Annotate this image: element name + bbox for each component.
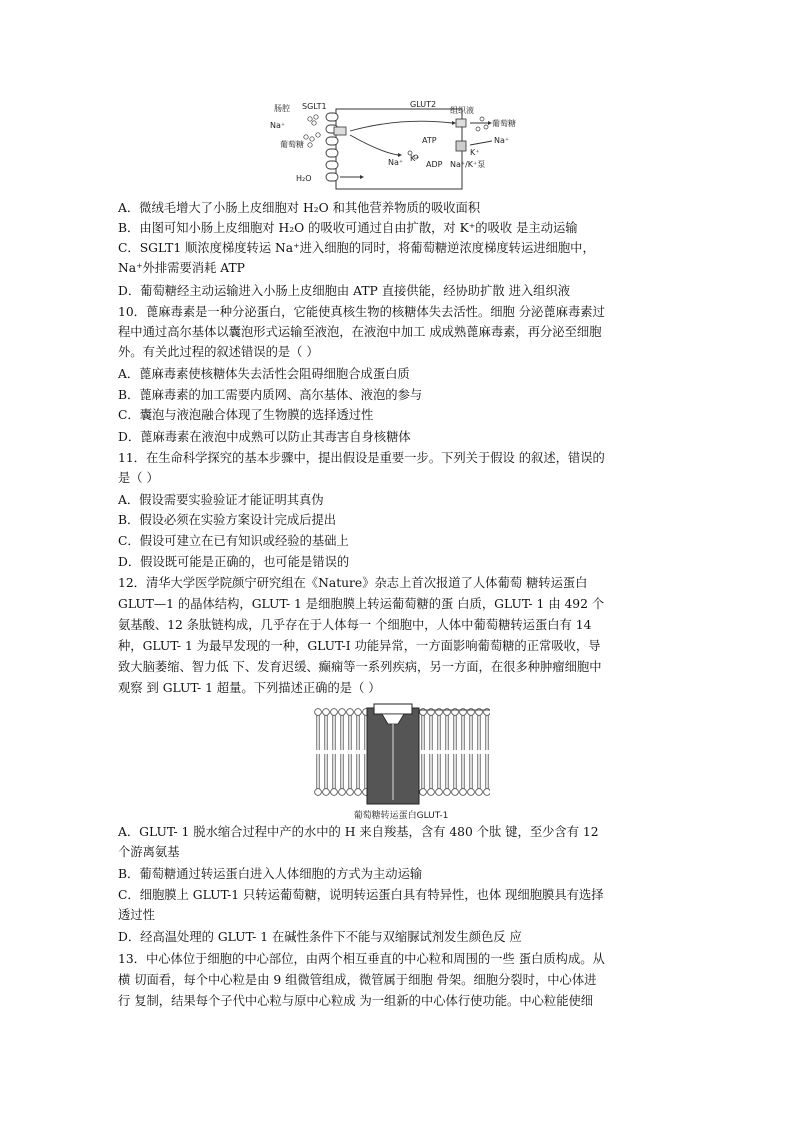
lipid-head [420, 789, 427, 796]
glut2-label: GLUT2 [410, 100, 437, 109]
lipid-head [323, 789, 330, 796]
glut1-caption: 葡萄糖转运蛋白GLUT-1 [353, 811, 449, 821]
tissue-fluid-label: 组织液 [450, 106, 474, 115]
q12-option-d: D．经高温处理的 GLUT- 1 在碱性条件下不能与双缩脲试剂发生颜色反 应 [118, 930, 522, 944]
q11-option-a: A．假设需要实验验证才能证明其真伪 [118, 493, 324, 507]
lipid-head [436, 789, 443, 796]
q10-stem-line3: 外。有关此过程的叙述错误的是（ ） [118, 345, 319, 359]
atp-label: ATP [422, 136, 437, 145]
q11-option-b: B．假设必须在实验方案设计完成后提出 [118, 513, 337, 527]
lipid-head [339, 789, 346, 796]
lipid-head [355, 789, 362, 796]
na-left-label: Na⁺ [270, 121, 286, 130]
intestinal-cell-transport-figure [270, 97, 535, 197]
q12-option-c-line1: C．细胞膜上 GLUT-1 只转运葡萄糖，说明转运蛋白具有特异性，也体 现细胞膜具有选择 [118, 888, 604, 902]
q10-stem-line2: 程中通过高尔基体以囊泡形式运输至液泡，在液泡中加工 成成熟蓖麻毒素，再分泌至细胞 [118, 325, 602, 339]
glucose-left-label: 葡萄糖 [280, 140, 304, 149]
lipid-head [428, 789, 435, 796]
lipid-head [339, 709, 346, 716]
lipid-head [347, 709, 354, 716]
q9-option-a: A．微绒毛增大了小肠上皮细胞对 H₂O 和其他营养物质的吸收面积 [118, 201, 481, 215]
water-label: H₂O [296, 174, 312, 183]
glucose-right-label: 葡萄糖 [492, 119, 516, 128]
q13-stem-line2: 横 切面看，每个中心粒是由 9 组微管组成，微管属于细胞 骨架。细胞分裂时，中心体进 [118, 973, 597, 987]
k-right-label: K⁺ [470, 148, 480, 157]
lipid-head [347, 789, 354, 796]
lipid-head [476, 789, 483, 796]
q9-option-c-line2: Na⁺外排需要消耗 ATP [118, 261, 245, 275]
lipid-head [452, 789, 459, 796]
k-inner-label: K⁺ [410, 154, 420, 163]
q12-option-c-line2: 透过性 [118, 908, 155, 922]
q12-option-a-line1: A．GLUT- 1 脱水缩合过程中产的水中的 H 来自羧基，含有 480 个肽 键，至少含有 12 [118, 825, 599, 839]
q12-stem-line4: 种，GLUT- 1 为最早发现的一种，GLUT-I 功能异常，一方面影响葡萄糖的正常吸收，导 [118, 639, 601, 653]
lipid-head [444, 789, 451, 796]
lipid-head [331, 709, 338, 716]
glut1-membrane-figure [312, 700, 490, 822]
na-right-label: Na⁺ [494, 136, 510, 145]
lipid-head [355, 709, 362, 716]
sglt1-label: SGLT1 [302, 102, 327, 111]
adp-label: ADP [426, 160, 443, 169]
lipid-head [315, 789, 322, 796]
lipid-head [484, 789, 490, 796]
q10-option-c: C．囊泡与液泡融合体现了生物膜的选择透过性 [118, 408, 374, 422]
q10-stem-line1: 10．蓖麻毒素是一种分泌蛋白，它能使真核生物的核糖体失去活性。细胞 分泌蓖麻毒素过 [118, 305, 605, 319]
lipid-head [323, 709, 330, 716]
q9-option-d: D．葡萄糖经主动运输进入小肠上皮细胞由 ATP 直接供能，经协助扩散 进入组织液 [118, 284, 571, 298]
lipid-head [468, 789, 475, 796]
na-inner-label: Na⁺ [388, 158, 404, 167]
q12-stem-line3: 氨基酸、12 条肽链构成，几乎存在于人体每一 个细胞中，人体中葡萄糖转运蛋白有 14 [118, 618, 592, 632]
q12-option-b: B．葡萄糖通过转运蛋白进入人体细胞的方式为主动运输 [118, 867, 423, 881]
q12-stem-line6: 观察 到 GLUT- 1 超量。下列描述正确的是（ ） [118, 681, 381, 695]
lipid-head [460, 789, 467, 796]
q11-option-c: C．假设可建立在已有知识或经验的基础上 [118, 534, 349, 548]
q10-option-a: A．蓖麻毒素使核糖体失去活性会阻碍细胞合成蛋白质 [118, 367, 410, 381]
q12-stem-line2: GLUT—1 的晶体结构，GLUT- 1 是细胞膜上转运葡萄糖的蛋 白质，GLUT- 1 由 492 个 [118, 597, 605, 611]
q10-option-d: D．蓖麻毒素在液泡中成熟可以防止其毒害自身核糖体 [118, 430, 411, 444]
lipid-head [315, 709, 322, 716]
q12-stem-line5: 致大脑萎缩、智力低 下、发育迟缓、癫痫等一系列疾病，另一方面，在很多种肿瘤细胞中 [118, 660, 602, 674]
q13-stem-line3: 行 复制，结果每个子代中心粒与原中心粒成 为一组新的中心体行使功能。中心粒能使细 [118, 994, 594, 1008]
lumen-label: 肠腔 [274, 104, 290, 113]
q11-stem-line2: 是（ ） [118, 471, 159, 485]
q11-option-d: D．假设既可能是正确的，也可能是错误的 [118, 555, 350, 569]
q9-option-b: B．由图可知小肠上皮细胞对 H₂O 的吸收可通过自由扩散，对 K⁺的吸收 是主动运输 [118, 221, 578, 235]
q10-option-b: B．蓖麻毒素的加工需要内质网、高尔基体、液泡的参与 [118, 388, 423, 402]
pump-label: Na⁺/K⁺泵 [450, 160, 486, 169]
q11-stem-line1: 11．在生命科学探究的基本步骤中，提出假设是重要一步。下列关于假设 的叙述，错误的 [118, 451, 605, 465]
q12-stem-line1: 12．清华大学医学院颜宁研究组在《Nature》杂志上首次报道了人体葡萄 糖转运蛋白 [118, 576, 588, 590]
q9-option-c-line1: C．SGLT1 顺浓度梯度转运 Na⁺进入细胞的同时，将葡萄糖逆浓度梯度转运进细胞中， [118, 241, 595, 255]
q13-stem-line1: 13．中心体位于细胞的中心部位，由两个相互垂直的中心粒和周围的一些 蛋白质构成。从 [118, 952, 605, 966]
q12-option-a-line2: 个游离氨基 [118, 845, 180, 859]
lipid-head [331, 789, 338, 796]
